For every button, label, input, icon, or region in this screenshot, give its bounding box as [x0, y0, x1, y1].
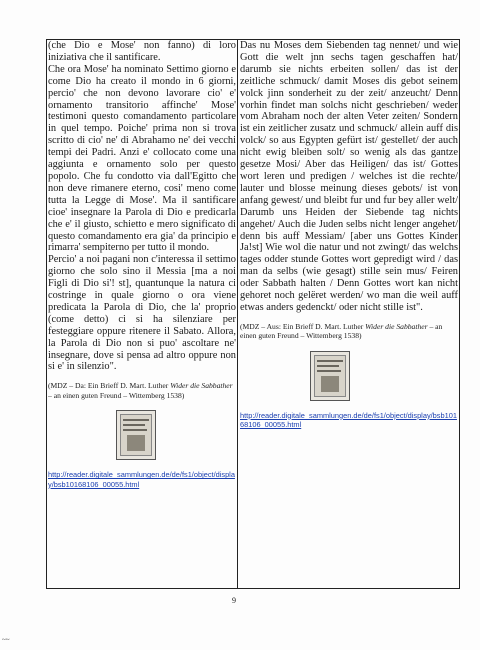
- source-prefix: (MDZ – Da: Ein Brieff D. Mart. Luther: [48, 381, 171, 391]
- source-title: Wider die Sabbather: [365, 321, 428, 331]
- paragraph: Percio' a noi pagani non c'interessa il settimo giorno che solo sino il Messia [ma a noi Figli di Dio si'! st], quantunque la natura ci costringe in quale giorno o ora viene predicata la Parola di Dio, che la' proprio (come detto) ci si ha silenziare per festeggiare oppure ritenere il Sabato. Allora, la Parola di Dio non si puo' ascoltare ne' insegnare, dove si pensa ad altro oppure non si e' in silenzio".: [48, 254, 236, 373]
- book-cover-thumbnail: [310, 351, 350, 401]
- italian-text: [48, 40, 236, 373]
- source-suffix: – an einen guten Freund – Wittemberg 1538): [240, 321, 443, 341]
- page-number: 9: [232, 596, 236, 605]
- source-suffix: – an einen guten Freund – Wittemberg 1538): [48, 390, 185, 400]
- german-text: [240, 40, 458, 314]
- column-divider: [237, 39, 238, 589]
- source-link[interactable]: http://reader.digitale_sammlungen.de/de/fs1/object/display/bsb10168106_00055.html: [240, 410, 457, 430]
- source-citation: [240, 322, 458, 341]
- paragraph: Che ora Mose' ha nominato Settimo giorno e come Dio ha creato il mondo in 6 giorni, percio' che non devono lavorare cio' e' ornamento transitorio affinche' Mose' testimoni questo comandamento particolare in quel tempo. Poiche' prima non si trova scritto di cio' ne' di Abrahamo ne' dei vecchi tempi dei Padri. Anzi e' collocato come una aggiunta e ornamento solo per questo popolo. Che fu condotto via dall'Egitto che non deve rimanere eterno, cosi' meno come tutta la Legge di Mose'. Ma il santificare cioe' insegnare la Parola di Dio e predicarla che e' il giusto, schietto e mero significato di questo comandamento era gia' da principio e rimarra' sempiterno per tutto il mondo.: [48, 63, 236, 254]
- paragraph: (che Dio e Mose' non fanno) di loro iniziativa che il santificare.: [48, 40, 236, 63]
- book-cover-thumbnail: [116, 410, 156, 460]
- source-title: Wider die Sabbather: [170, 381, 233, 391]
- left-column: [48, 40, 236, 489]
- paragraph: Das nu Moses dem Siebenden tag nennet/ und wie Gott die welt jnn sechs tagen geschaffen hat/ darumb sie nichts erbeiten sollen/ das ist der zeitliche schmuck/ damit Moses dis gebot seinem volck jinn sonderheit zu der zeit/ anzeucht/ Denn vorhin findet man solchs nicht geschrieben/ weder vom Abraham noch der alten Veter zeiten/ Sondern ist ein zeitlicher zusatz und schmuck/ allein auff dis volck/ so aus Egypten gefürt ist/ gestellet/ der auch nicht ewig bleiben solt/ so wenig als das gantze gesetze Mosi/ Aber das Heiligen/ das ist/ Gottes wort leren und predigen / welches ist die rechte/ lauter und blosse meinung dieses gebots/ ist von anfang gewest/ und bleibt fur und fur bey aller welt/ Darumb uns Heiden der Siebende tag nichts angehet/ Auch die Juden selbs nicht lenger angehet/ denn bis auff Messiam/ [aber uns Gottes Kinder Ja!st] Wie wol die natur und not zwingt/ das welchs tages odder stunde Gottes wort gepredigt wird / das man da selbs (wie gesagt) stille sein mus/ Feiren oder Sabbath halten / Denn Gottes wort kan nicht gehoret noch gelëret werden/ wo man die weil auff etwas anders gedenckt/ oder nicht stille ist".: [240, 40, 458, 313]
- source-link[interactable]: http://reader.digitale_sammlungen.de/de/fs1/object/display/bsb10168106_00055.html: [48, 470, 235, 489]
- source-citation: [48, 381, 236, 400]
- source-prefix: (MDZ – Aus: Ein Brieff D. Mart. Luther: [240, 321, 366, 331]
- right-column: [240, 40, 458, 429]
- margin-scribble: ~~: [2, 636, 10, 644]
